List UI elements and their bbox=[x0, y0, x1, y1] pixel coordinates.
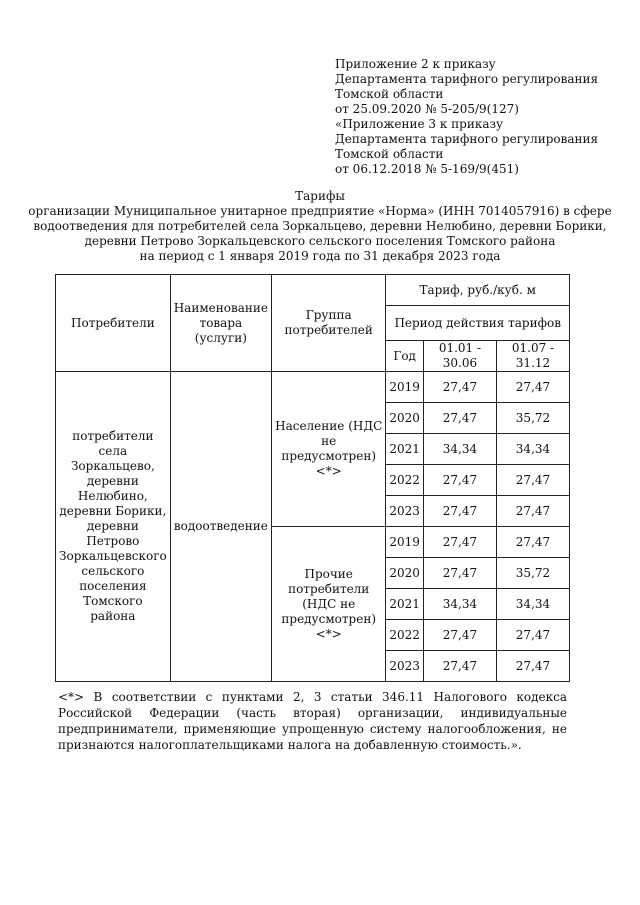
order-appendix-header bbox=[335, 57, 625, 177]
year-cell: 2020 bbox=[386, 558, 424, 589]
tariff-h1-cell: 27,47 bbox=[423, 496, 496, 527]
header-line: Департамента тарифного регулирования bbox=[335, 132, 599, 146]
title-line: на период с 1 января 2019 года по 31 декабря 2023 года bbox=[139, 249, 501, 263]
header-line: от 06.12.2018 № 5-169/9(451) bbox=[335, 162, 519, 176]
year-cell: 2021 bbox=[386, 589, 424, 620]
tariff-h2-cell: 35,72 bbox=[496, 403, 569, 434]
tariff-table bbox=[55, 274, 570, 682]
tariff-h2-cell: 27,47 bbox=[496, 527, 569, 558]
title-line: водоотведения для потребителей села Зоркальцево, деревни Нелюбино, деревни Борики, bbox=[33, 219, 607, 233]
header-line: «Приложение 3 к приказу bbox=[335, 117, 504, 131]
year-cell: 2020 bbox=[386, 403, 424, 434]
product-cell: водоотведение bbox=[170, 372, 271, 682]
header-line: Департамента тарифного регулирования bbox=[335, 72, 599, 86]
tariff-h1-cell: 27,47 bbox=[423, 465, 496, 496]
header-year: Год bbox=[386, 341, 424, 372]
year-cell: 2023 bbox=[386, 651, 424, 682]
table-row bbox=[56, 372, 570, 403]
tariff-h1-cell: 27,47 bbox=[423, 527, 496, 558]
tariff-h1-cell: 27,47 bbox=[423, 620, 496, 651]
header-period: Период действия тарифов bbox=[386, 306, 570, 341]
tariff-h1-cell: 27,47 bbox=[423, 403, 496, 434]
header-product: Наименование товара (услуги) bbox=[170, 275, 271, 372]
header-line: Томской области bbox=[335, 87, 444, 101]
header-half2: 01.07 - 31.12 bbox=[496, 341, 569, 372]
tariff-h2-cell: 27,47 bbox=[496, 651, 569, 682]
header-line: Приложение 2 к приказу bbox=[335, 57, 496, 71]
year-cell: 2022 bbox=[386, 465, 424, 496]
year-cell: 2022 bbox=[386, 620, 424, 651]
title-heading: Тарифы bbox=[295, 189, 345, 203]
tariff-h2-cell: 34,34 bbox=[496, 589, 569, 620]
tariff-h2-cell: 27,47 bbox=[496, 620, 569, 651]
title-line: организации Муниципальное унитарное предприятие «Норма» (ИНН 7014057916) в сфере bbox=[28, 204, 612, 218]
tariff-h1-cell: 27,47 bbox=[423, 372, 496, 403]
group-cell: Население (НДС не предусмотрен) <*> bbox=[272, 372, 386, 527]
tariff-h2-cell: 35,72 bbox=[496, 558, 569, 589]
tariff-h2-cell: 27,47 bbox=[496, 496, 569, 527]
tariff-h2-cell: 27,47 bbox=[496, 372, 569, 403]
consumers-cell: потребители села Зоркальцево, деревни Нелюбино, деревни Борики, деревни Петрово Зоркальцевского сельского поселения Томского района bbox=[56, 372, 171, 682]
title-line: деревни Петрово Зоркальцевского сельского поселения Томского района bbox=[84, 234, 556, 248]
tariff-h2-cell: 27,47 bbox=[496, 465, 569, 496]
tariff-h1-cell: 27,47 bbox=[423, 651, 496, 682]
header-consumers: Потребители bbox=[56, 275, 171, 372]
header-half1: 01.01 - 30.06 bbox=[423, 341, 496, 372]
header-group: Группа потребителей bbox=[272, 275, 386, 372]
year-cell: 2019 bbox=[386, 372, 424, 403]
tariff-h1-cell: 27,47 bbox=[423, 558, 496, 589]
group-cell: Прочие потребители (НДС не предусмотрен) <*> bbox=[272, 527, 386, 682]
year-cell: 2019 bbox=[386, 527, 424, 558]
document-title bbox=[20, 189, 620, 264]
vat-footnote: <*> В соответствии с пунктами 2, 3 статьи 346.11 Налогового кодекса Российской Федерации (часть вторая) организации, индивидуальные предприниматели, применяющие упрощенную систему налогообложения, не признаются налогоплательщиками налога на добавленную стоимость.». bbox=[58, 690, 567, 752]
tariff-h2-cell: 34,34 bbox=[496, 434, 569, 465]
header-line: от 25.09.2020 № 5-205/9(127) bbox=[335, 102, 519, 116]
year-cell: 2021 bbox=[386, 434, 424, 465]
header-line: Томской области bbox=[335, 147, 444, 161]
tariff-h1-cell: 34,34 bbox=[423, 589, 496, 620]
year-cell: 2023 bbox=[386, 496, 424, 527]
tariff-h1-cell: 34,34 bbox=[423, 434, 496, 465]
header-tariff: Тариф, руб./куб. м bbox=[386, 275, 570, 306]
